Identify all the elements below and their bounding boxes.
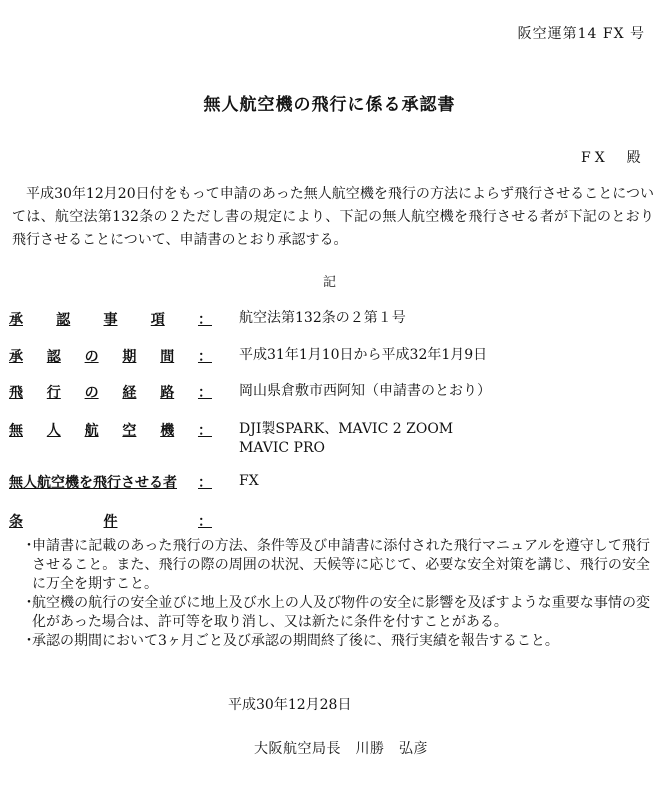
- item-label-char: 無: [9, 423, 23, 439]
- item-label-char: 飛: [9, 385, 23, 401]
- item-label-char: 事: [103, 312, 118, 328]
- item-value-line: 平成31年1月10日から平成32年1月9日: [239, 347, 488, 363]
- item-label-char: 行: [46, 385, 61, 401]
- item-label-char: 条: [9, 514, 23, 530]
- item-value: [239, 472, 259, 491]
- item-label-char: 機: [160, 423, 175, 439]
- condition-text: 航空機の航行の安全並びに地上及び水上の人及び物件の安全に影響を及ぼすような重要な事情の変化があった場合は、許可等を取り消し、又は新たに条件を付すことがある。: [32, 595, 650, 630]
- item-label-char: ：: [197, 349, 212, 365]
- item-label-char: 項: [150, 312, 165, 328]
- item-label: [9, 309, 212, 329]
- item-label: [9, 420, 212, 440]
- body-paragraph: 平成30年12月20日付をもって申請のあった無人航空機を飛行の方法によらず飛行させることについては、航空法第132条の２ただし書の規定により、下記の無人航空機を飛行させる者が下記のとおり飛行させることについて、申請書のとおり承認する。: [12, 186, 654, 248]
- item-label-char: 路: [160, 385, 175, 401]
- condition-text: 承認の期間において3ヶ月ごと及び承認の期間終了後に、飛行実績を報告すること。: [32, 633, 559, 649]
- item-label-char: 航: [84, 423, 99, 439]
- item-label: [9, 472, 212, 492]
- addressee: FX 殿: [581, 150, 645, 166]
- document-number: 阪空運第14 FX 号: [517, 26, 645, 42]
- item-value-line: DJI製SPARK、MAVIC 2 ZOOM: [239, 421, 454, 437]
- item-label-char: 承: [9, 312, 23, 328]
- item-label-char: ：: [197, 385, 212, 401]
- item-label-char: 件: [103, 514, 118, 530]
- item-value-line: MAVIC PRO: [239, 440, 325, 456]
- item-value: [239, 346, 487, 365]
- condition-text: 申請書に記載のあった飛行の方法、条件等及び申請書に添付された飛行マニュアルを遵守して飛行させること。また、飛行の際の周囲の状況、天候等に応じて、必要な安全対策を講じ、飛行の安全に万全を期すこと。: [32, 538, 650, 592]
- condition-item: [22, 594, 650, 632]
- item-label-char: 期: [122, 349, 137, 365]
- bullet: ・: [22, 538, 36, 554]
- condition-item: [22, 537, 650, 594]
- item-label-char: 無人航空機を飛行させる者: [9, 475, 177, 491]
- item-label-char: 人: [46, 423, 61, 439]
- item-label-char: の: [84, 385, 99, 401]
- item-label-char: の: [84, 349, 99, 365]
- item-label-char: 認: [56, 312, 71, 328]
- page-title: 無人航空機の飛行に係る承認書: [203, 95, 456, 115]
- bullet: ・: [22, 633, 36, 649]
- ki-heading: 記: [322, 275, 336, 290]
- item-label-char: ：: [197, 423, 212, 439]
- item-label-char: 経: [122, 385, 137, 401]
- item-value-line: 岡山県倉敷市西阿知（申請書のとおり）: [239, 383, 491, 399]
- item-label: [9, 382, 212, 402]
- item-label-char: ：: [198, 475, 212, 491]
- item-label-char: ：: [198, 312, 212, 328]
- item-label-char: 間: [160, 349, 175, 365]
- item-label-char: 認: [46, 349, 61, 365]
- item-value: [239, 382, 491, 401]
- issue-date: 平成30年12月28日: [228, 697, 352, 713]
- item-label: [9, 346, 212, 366]
- signer: 大阪航空局長 川勝 弘彦: [254, 741, 428, 757]
- condition-item: [22, 632, 650, 651]
- bullet: ・: [22, 595, 36, 611]
- item-label: [9, 511, 212, 531]
- item-label-char: 承: [9, 349, 23, 365]
- item-value-line: 航空法第132条の２第１号: [239, 310, 406, 326]
- item-value: [239, 420, 453, 458]
- conditions-list: [22, 537, 650, 651]
- item-value: [239, 309, 406, 328]
- item-label-char: 空: [122, 423, 137, 439]
- item-value-line: FX: [239, 473, 259, 489]
- item-label-char: ：: [198, 514, 212, 530]
